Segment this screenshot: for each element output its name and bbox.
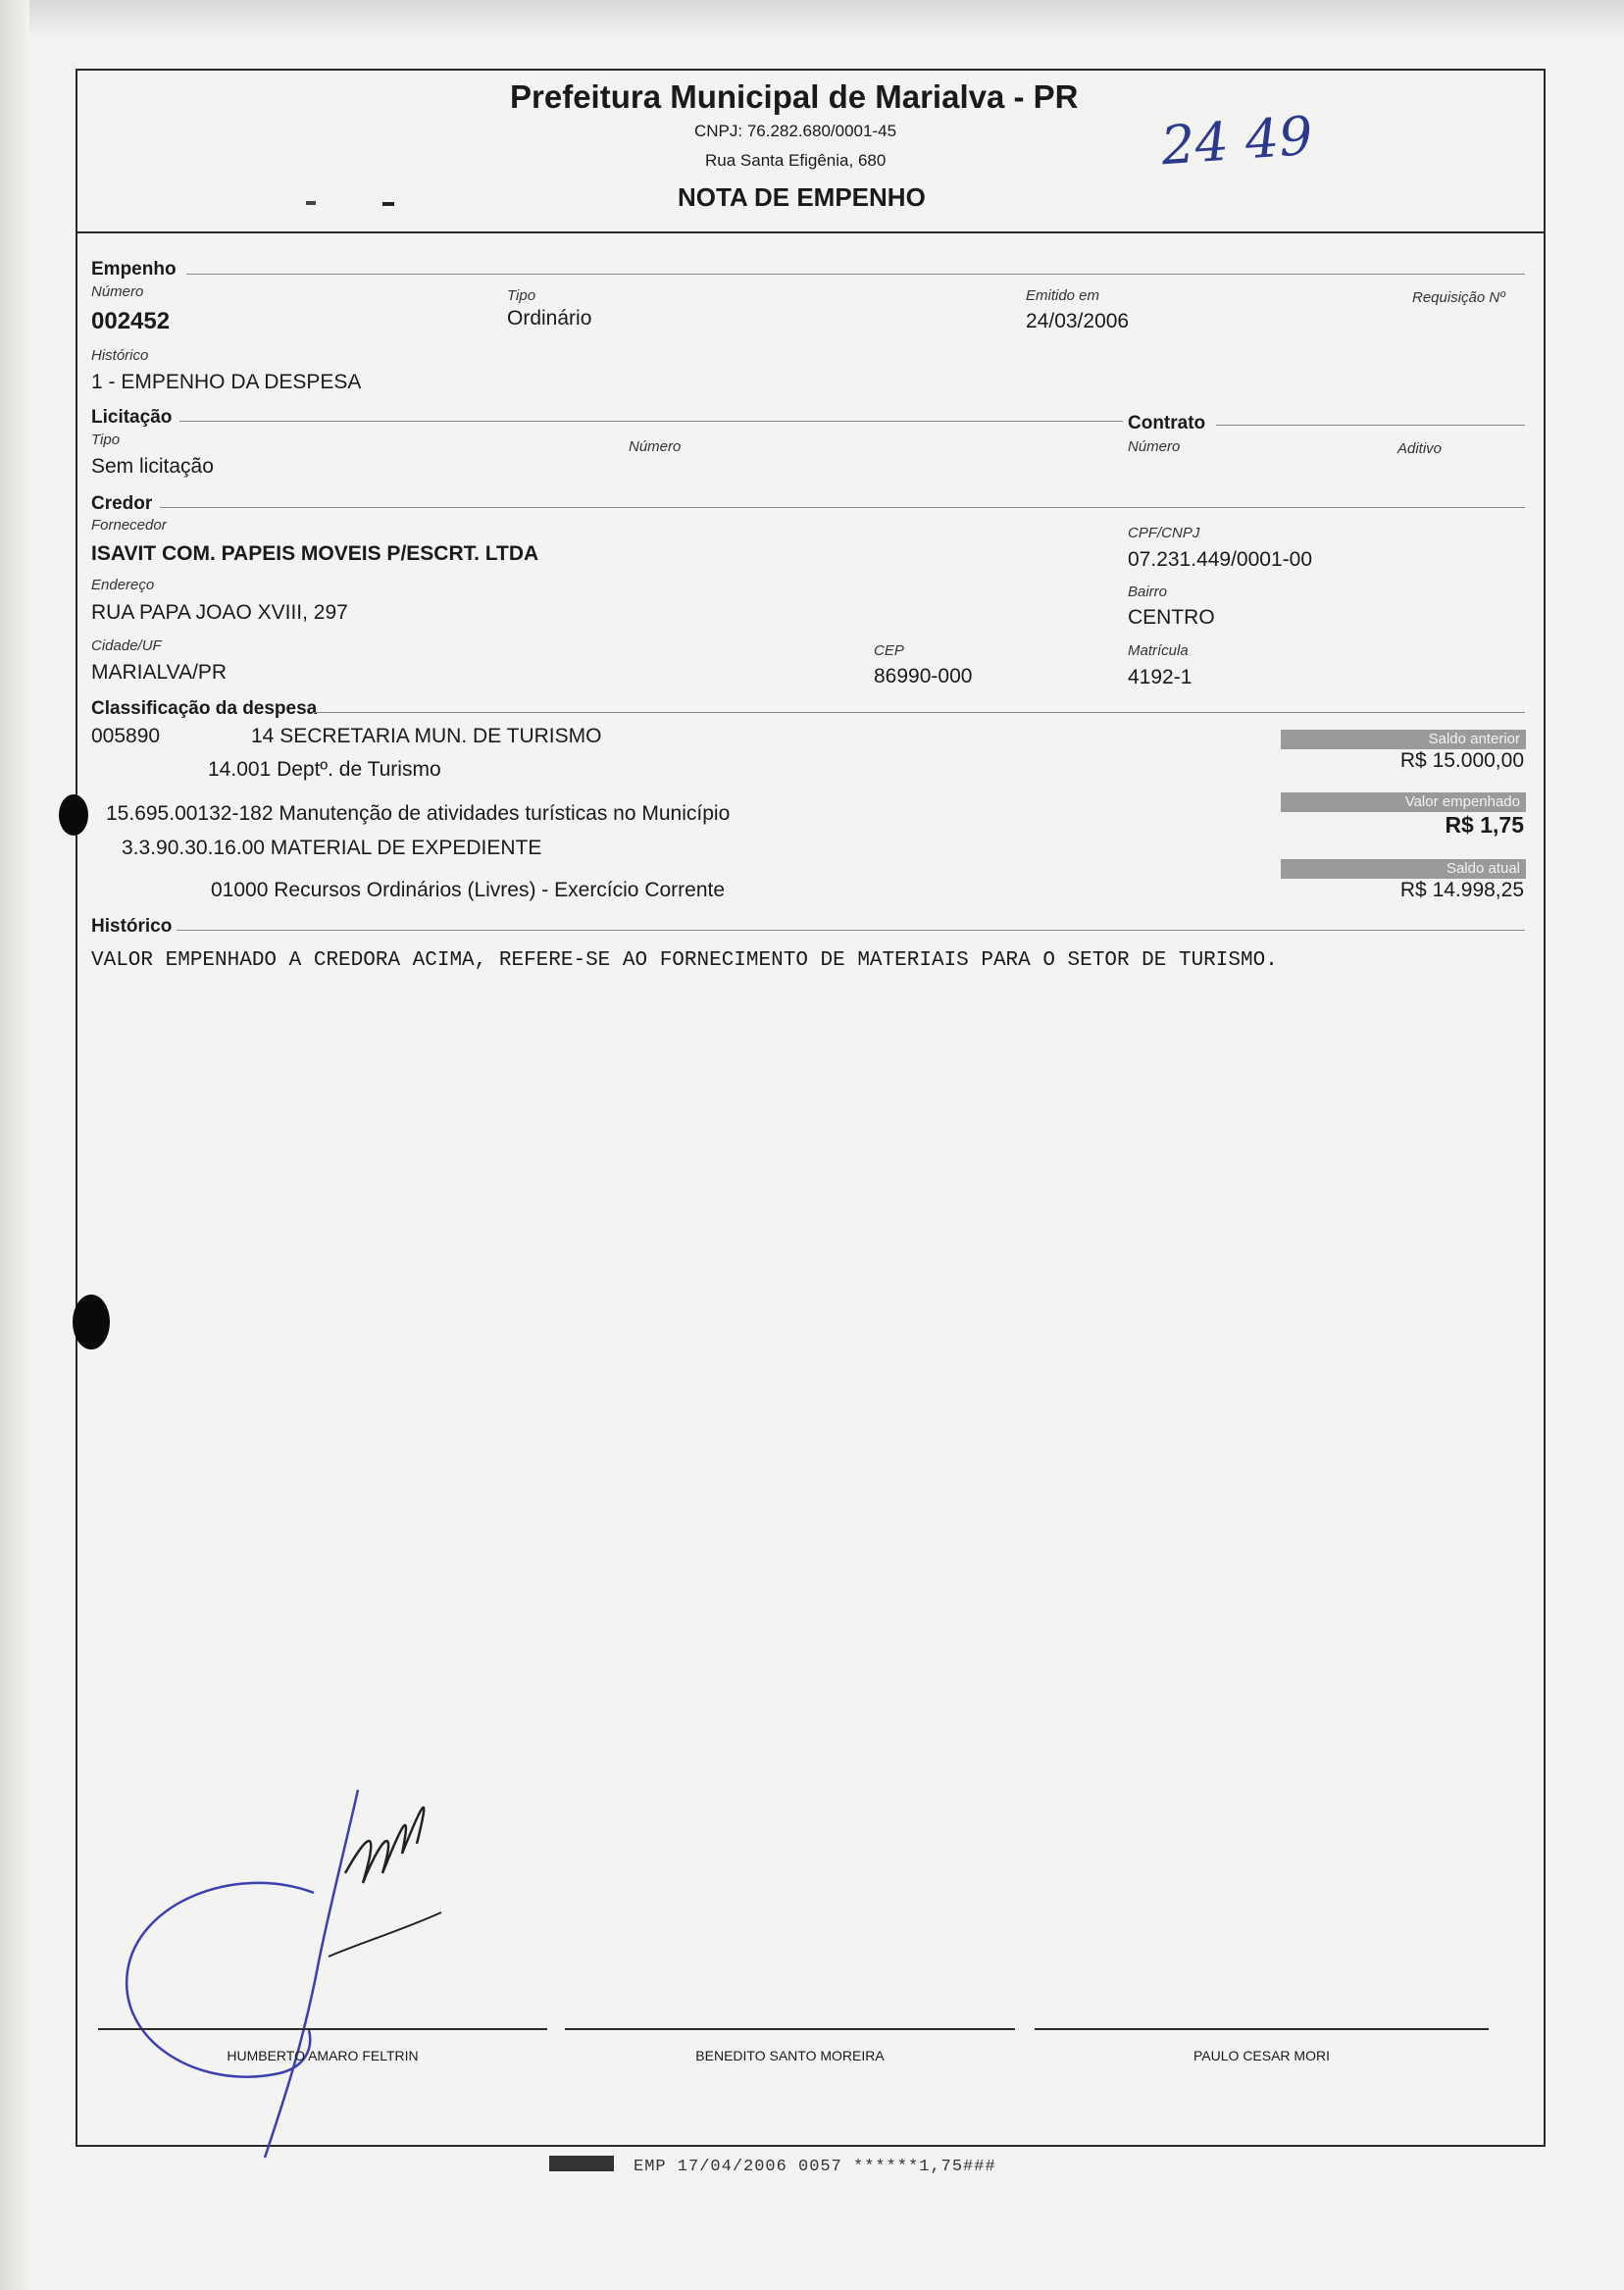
signature-line [565,2028,1015,2030]
section-licitacao: Licitação [91,407,173,428]
section-rule [1216,425,1525,426]
cnpj-text: CNPJ: 76.282.680/0001-45 [694,122,897,140]
section-rule [314,712,1525,713]
document-title: NOTA DE EMPENHO [678,182,926,212]
empenho-historico: 1 - EMPENHO DA DESPESA [91,371,362,393]
numero-label: Número [91,283,144,300]
historico-text: VALOR EMPENHADO A CREDORA ACIMA, REFERE-SE AO FORNECIMENTO DE MATERIAIS PARA O SETOR DE TURISMO. [91,949,1278,972]
licitacao-tipo-label: Tipo [91,432,121,448]
classificacao-recurso: 01000 Recursos Ordinários (Livres) - Exercício Corrente [211,879,726,901]
endereco-value: RUA PAPA JOAO XVIII, 297 [91,601,348,624]
emitido-label: Emitido em [1026,287,1100,304]
classificacao-orgao: 14 SECRETARIA MUN. DE TURISMO [251,725,602,747]
scan-left-shadow [0,0,29,2290]
punch-hole [73,1295,110,1349]
classificacao-unidade: 14.001 Deptº. de Turismo [208,758,441,781]
classificacao-code: 005890 [91,725,161,747]
barcode-mark [549,2156,614,2171]
cidade-label: Cidade/UF [91,637,162,654]
cep-label: CEP [874,642,904,659]
saldo-anterior-value: R$ 15.000,00 [1399,749,1524,772]
matricula-value: 4192-1 [1128,666,1193,688]
page-title: Prefeitura Municipal de Marialva - PR [510,78,1079,115]
licitacao-numero-label: Número [629,438,682,455]
signatory-name: PAULO CESAR MORI [1193,2048,1330,2063]
address-text: Rua Santa Efigênia, 680 [705,151,887,170]
bairro-label: Bairro [1128,584,1168,600]
saldo-anterior-label: Saldo anterior [1281,730,1526,749]
cpf-value: 07.231.449/0001-00 [1128,548,1313,571]
endereco-label: Endereço [91,577,155,593]
historico-label: Histórico [91,347,149,364]
speck-mark [382,202,394,206]
valor-empenhado-value: R$ 1,75 [1445,812,1524,838]
emitido-date: 24/03/2006 [1026,310,1130,332]
fornecedor-name: ISAVIT COM. PAPEIS MOVEIS P/ESCRT. LTDA [91,542,539,565]
section-classificacao: Classificação da despesa [91,698,318,719]
handwritten-number: 24 49 [1158,104,1315,178]
section-empenho: Empenho [91,259,177,280]
classificacao-elemento: 3.3.90.30.16.00 MATERIAL DE EXPEDIENTE [122,837,542,859]
signatory-name: HUMBERTO AMARO FELTRIN [227,2048,419,2063]
bairro-value: CENTRO [1128,606,1215,629]
valor-empenhado-label: Valor empenhado [1281,792,1526,812]
footer-stamp: EMP 17/04/2006 0057 ******1,75### [634,2158,996,2176]
cpf-label: CPF/CNPJ [1128,525,1200,541]
fornecedor-label: Fornecedor [91,517,167,534]
empenho-tipo: Ordinário [507,307,592,330]
cidade-value: MARIALVA/PR [91,661,228,684]
section-rule [160,507,1525,508]
saldo-atual-value: R$ 14.998,25 [1399,879,1524,901]
contrato-aditivo-label: Aditivo [1397,440,1443,457]
saldo-atual-label: Saldo atual [1281,859,1526,879]
licitacao-tipo: Sem licitação [91,455,214,478]
section-rule [177,930,1525,931]
punch-hole [59,794,88,836]
section-rule [186,274,1525,275]
section-rule [179,421,1123,422]
cep-value: 86990-000 [874,665,973,687]
signature-drawing [118,1746,559,2167]
speck-mark [306,201,316,205]
signatory-name: BENEDITO SANTO MOREIRA [695,2048,885,2063]
signature-line [98,2028,547,2030]
classificacao-funcional: 15.695.00132-182 Manutenção de atividades turísticas no Município [106,802,731,825]
header-separator [76,231,1544,233]
empenho-numero: 002452 [91,308,171,334]
signature-line [1035,2028,1489,2030]
tipo-label: Tipo [507,287,536,304]
section-historico: Histórico [91,916,173,937]
requisicao-label: Requisição Nº [1412,289,1505,306]
scan-top-shadow [0,0,1624,39]
contrato-numero-label: Número [1128,438,1181,455]
section-contrato: Contrato [1128,413,1206,433]
matricula-label: Matrícula [1128,642,1189,659]
section-credor: Credor [91,493,153,514]
